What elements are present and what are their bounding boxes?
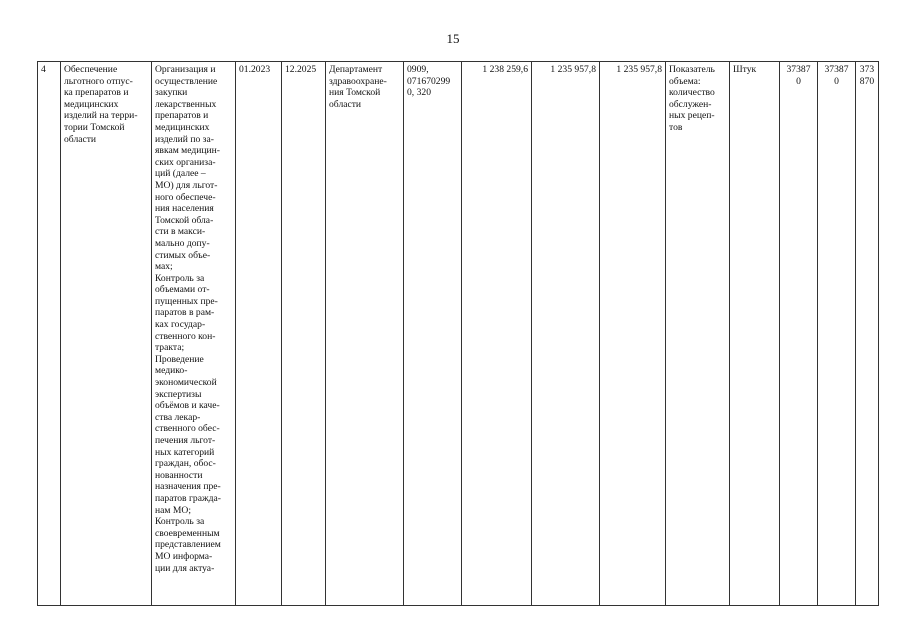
- activity-line: граждан, обос-: [155, 458, 216, 470]
- budget-code-line: 0, 320: [407, 87, 431, 99]
- activity-line: лекарственных: [155, 98, 217, 110]
- activity-line: ции для актуа-: [155, 562, 215, 574]
- executor-cell: [326, 62, 404, 606]
- page-number: 15: [446, 31, 460, 46]
- activity-line: мально допу-: [155, 237, 210, 249]
- value-3-cell: [856, 62, 879, 606]
- measure-name-line: Обеспечение: [64, 64, 118, 75]
- activity-line: препаратов и: [155, 110, 209, 122]
- activity-line: МО) для льгот-: [155, 179, 218, 191]
- indicator-line: Показатель: [669, 64, 715, 75]
- amount-2-cell: [532, 62, 600, 606]
- activity-line: Организация и: [155, 64, 216, 75]
- activity-line: явкам медицин-: [155, 145, 221, 157]
- activity-line: Контроль за: [155, 516, 205, 528]
- activity-line: представлением: [155, 539, 221, 551]
- executor-line: ния Томской: [329, 87, 381, 99]
- activity-line: паратов гражда-: [155, 492, 221, 504]
- activity-line: ного обеспече-: [155, 191, 216, 203]
- start-date: 01.2023: [239, 64, 271, 75]
- amount-3-cell: [600, 62, 666, 606]
- indicator-line: количество: [669, 87, 715, 99]
- value-2-line: 37387: [824, 64, 849, 75]
- measure-name-line: ка препаратов и: [64, 87, 129, 99]
- activity-line: ственного обес-: [155, 423, 220, 435]
- activity-line: мах;: [155, 261, 173, 273]
- row-index: 4: [41, 64, 46, 75]
- value-1-cell: [780, 62, 818, 606]
- activity-line: своевременным: [155, 527, 220, 539]
- value-3-line: 870: [859, 75, 875, 87]
- indicator-line: обслужен-: [669, 98, 712, 110]
- activity-line: ственного кон-: [155, 330, 216, 342]
- activity-line: стимых объе-: [155, 249, 211, 261]
- unit-cell: [730, 62, 780, 606]
- activity-line: нованности: [155, 469, 203, 481]
- activity-line: сти в макси-: [155, 226, 206, 238]
- budget-code-cell: [404, 62, 462, 606]
- indicator-line: ных рецеп-: [669, 110, 715, 122]
- measure-name-line: тории Томской: [64, 121, 125, 133]
- value-1-line: 0: [796, 75, 801, 87]
- end-date: 12.2025: [285, 64, 317, 75]
- activity-line: назначения пре-: [155, 481, 221, 493]
- amount-3: 1 235 957,8: [616, 64, 662, 75]
- activity-cell: [152, 62, 236, 606]
- activity-line: ций (далее –: [155, 168, 206, 180]
- activity-line: пущенных пре-: [155, 295, 218, 307]
- activity-line: изделий по за-: [155, 133, 214, 145]
- activity-line: печения льгот-: [155, 435, 216, 446]
- measure-name-line: области: [64, 133, 97, 145]
- start-date-cell: [236, 62, 282, 606]
- activity-line: ния населения: [155, 203, 214, 215]
- activity-line: осуществление: [155, 75, 218, 87]
- activity-line: Томской обла-: [155, 214, 214, 226]
- activity-line: ных категорий: [155, 446, 215, 458]
- activity-line: нам МО;: [155, 504, 191, 516]
- activity-line: экономической: [155, 377, 217, 389]
- amount-2: 1 235 957,8: [550, 64, 596, 75]
- unit: Штук: [733, 64, 757, 75]
- row-index-cell: [38, 62, 61, 606]
- amount-1: 1 238 259,6: [482, 64, 528, 75]
- activity-line: МО информа-: [155, 550, 213, 562]
- activity-line: Контроль за: [155, 272, 205, 284]
- activity-line: медико-: [155, 365, 188, 377]
- indicator-cell: [666, 62, 730, 606]
- value-1-line: 37387: [786, 64, 811, 75]
- executor-line: области: [329, 98, 362, 110]
- budget-code-line: 071670299: [407, 75, 451, 87]
- measure-name-line: изделий на терри-: [64, 110, 138, 122]
- activity-line: медицинских: [155, 121, 210, 133]
- activity-line: тракта;: [155, 342, 185, 354]
- measure-name-line: медицинских: [64, 98, 119, 110]
- measure-name-cell: [61, 62, 152, 606]
- program-table: [37, 61, 879, 606]
- activity-line: Проведение: [155, 353, 204, 365]
- activity-line: ства лекар-: [155, 411, 201, 423]
- activity-line: ских организа-: [155, 156, 216, 168]
- executor-line: здравоохране-: [329, 75, 387, 87]
- budget-code-line: 0909,: [407, 64, 429, 75]
- indicator-line: объема:: [669, 75, 701, 87]
- value-2-cell: [818, 62, 856, 606]
- measure-name-line: льготного отпус-: [64, 75, 133, 87]
- executor-line: Департамент: [329, 64, 383, 75]
- value-2-line: 0: [834, 75, 839, 87]
- end-date-cell: [282, 62, 326, 606]
- activity-line: закупки: [155, 87, 188, 99]
- indicator-line: тов: [669, 121, 683, 133]
- activity-line: ках государ-: [155, 319, 206, 331]
- activity-line: паратов в рам-: [155, 307, 215, 319]
- amount-1-cell: [462, 62, 532, 606]
- activity-line: объемами от-: [155, 284, 210, 296]
- activity-line: экспертизы: [155, 388, 202, 400]
- table-row: [38, 62, 879, 606]
- value-3-line: 373: [859, 64, 875, 75]
- activity-line: объёмов и каче-: [155, 400, 220, 412]
